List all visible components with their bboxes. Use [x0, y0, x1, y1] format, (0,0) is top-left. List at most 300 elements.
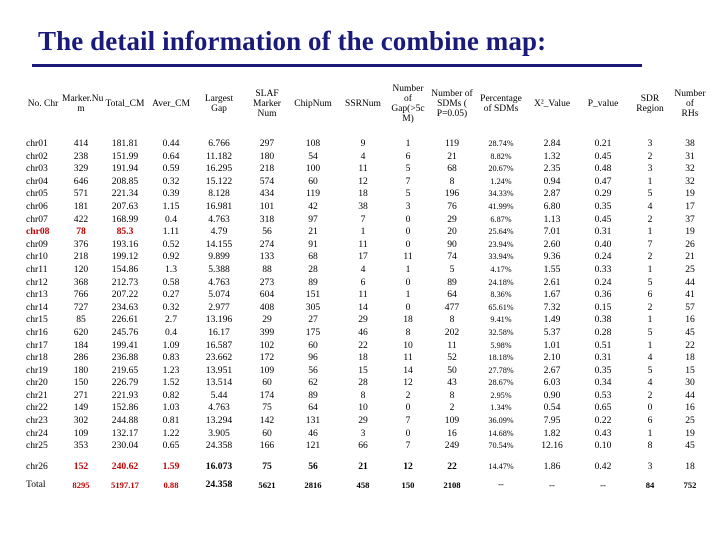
table-cell: 89	[447, 276, 457, 288]
table-cell: 3	[405, 200, 411, 212]
table-cell: 108	[305, 138, 321, 149]
table-cell: 11	[447, 339, 457, 351]
table-cell: 76	[447, 200, 457, 212]
table-cell: 150	[73, 377, 89, 389]
table-cell: 13.514	[205, 377, 233, 389]
table-row	[24, 251, 708, 264]
table-cell: 29	[358, 314, 368, 326]
table-cell: 32	[685, 163, 695, 175]
table-cell: 6	[405, 150, 411, 162]
table-cell: 230.04	[111, 440, 139, 452]
table-cell: 2	[647, 213, 653, 225]
table-cell: 1.49	[543, 314, 561, 326]
table-cell: 2.95%	[490, 390, 512, 400]
table-cell: 0	[405, 276, 411, 288]
table-cell: 0.33	[594, 263, 612, 275]
table-cell: 329	[73, 163, 89, 175]
table-cell: 172	[259, 352, 275, 364]
table-cell: 0.59	[162, 163, 180, 175]
spacer-row	[24, 453, 708, 461]
column-header-line: Number of	[674, 89, 706, 109]
table-cell: 74	[447, 251, 457, 263]
table-cell: 5	[647, 188, 653, 200]
table-cell: 9	[360, 138, 366, 149]
table-cell: 23.94%	[488, 239, 514, 249]
table-cell: 152.86	[111, 402, 139, 414]
table-cell: 0.24	[594, 276, 612, 288]
table-cell: 28	[308, 263, 318, 275]
table-cell: 180	[259, 150, 275, 162]
table-cell: 121	[305, 440, 321, 452]
table-cell: 15	[685, 364, 695, 376]
table-cell: 131	[305, 415, 321, 427]
table-cell: 0.58	[162, 276, 180, 288]
table-cell: 249	[444, 440, 460, 452]
table-cell: chr17	[26, 339, 48, 351]
table-cell: 8	[449, 389, 455, 401]
table-cell: 0.64	[162, 150, 180, 162]
column-header-line: SDR	[640, 94, 660, 104]
table-cell: 0.32	[162, 301, 180, 313]
table-cell: 458	[356, 479, 370, 490]
table-cell: 26	[685, 238, 695, 250]
table-cell: 752	[683, 479, 697, 490]
table-cell: 0.31	[594, 226, 612, 238]
table-cell: 44	[685, 276, 695, 288]
table-cell: 41	[685, 289, 695, 301]
combine-map-table	[24, 78, 708, 496]
table-cell: 7.01	[543, 226, 561, 238]
table-cell: --	[600, 479, 606, 490]
table-cell: 43	[447, 377, 457, 389]
table-cell: 85	[76, 314, 86, 326]
table-cell: chr19	[26, 364, 48, 376]
table-cell: 0.38	[594, 314, 612, 326]
column-header-line: ChipNum	[294, 99, 332, 109]
header-row	[24, 78, 708, 130]
table-cell: 8.82%	[490, 151, 512, 161]
table-cell: 236.88	[111, 352, 139, 364]
column-header	[24, 78, 62, 130]
table-cell: 0.47	[594, 175, 612, 187]
table-cell: 0	[405, 226, 411, 238]
table-cell: 109	[444, 415, 460, 427]
table-cell: 199.12	[111, 251, 139, 263]
table-cell: 191.94	[111, 163, 139, 175]
table-cell: 133	[259, 251, 275, 263]
table-cell: 62	[308, 377, 318, 389]
table-cell: 174	[259, 389, 275, 401]
table-cell: 14.68%	[488, 428, 514, 438]
table-cell: 3	[647, 138, 653, 149]
table-cell: 0.35	[594, 364, 612, 376]
table-cell: 23.662	[205, 352, 233, 364]
table-cell: 1.09	[162, 339, 180, 351]
column-header-line: Marker.Nu	[62, 94, 104, 104]
table-cell: 1.24%	[490, 176, 512, 186]
table-cell: 1	[647, 427, 653, 439]
table-cell: 44	[685, 389, 695, 401]
table-cell: 207.63	[111, 200, 139, 212]
table-cell: 11.182	[205, 150, 233, 162]
table-cell: 1.55	[543, 263, 561, 275]
table-cell: 166	[259, 440, 275, 452]
table-cell: 2	[647, 389, 653, 401]
table-cell: 66	[358, 440, 368, 452]
table-cell: 5.44	[210, 389, 228, 401]
table-cell: 0.39	[162, 188, 180, 200]
table-cell: 16.981	[205, 200, 233, 212]
table-cell: 8.36%	[490, 290, 512, 300]
table-cell: 75	[262, 461, 272, 473]
table-cell: 8	[405, 326, 411, 338]
table-cell: 5.074	[208, 289, 230, 301]
table-cell: 27	[308, 314, 318, 326]
table-cell: 16	[685, 314, 695, 326]
table-cell: chr07	[26, 213, 48, 225]
table-row	[24, 314, 708, 327]
table-cell: 1.67	[543, 289, 561, 301]
table-cell: 168.99	[111, 213, 139, 225]
table-cell: 477	[444, 301, 460, 313]
table-cell: 90	[447, 238, 457, 250]
table-cell: 208.85	[111, 175, 139, 187]
table-cell: 8.128	[208, 188, 230, 200]
table-cell: 13.196	[205, 314, 233, 326]
table-cell: 221.34	[111, 188, 139, 200]
table-cell: 56	[308, 461, 318, 473]
table-cell: 2.61	[543, 276, 561, 288]
table-cell: 0.52	[162, 238, 180, 250]
column-header-line: Aver_CM	[152, 99, 190, 109]
table-cell: 54	[308, 150, 318, 162]
table-row	[24, 415, 708, 428]
table-cell: 1.86	[543, 461, 561, 473]
table-cell: 45	[685, 440, 695, 452]
table-cell: 142	[259, 415, 275, 427]
column-header	[428, 78, 476, 130]
table-cell: 574	[259, 175, 275, 187]
table-cell: 32.58%	[488, 327, 514, 337]
column-header	[526, 78, 578, 130]
table-cell: 21	[685, 251, 695, 263]
table-cell: 7.32	[543, 301, 561, 313]
table-cell: chr01	[26, 138, 48, 149]
table-cell: 56	[308, 364, 318, 376]
table-cell: 37	[685, 213, 695, 225]
table-cell: 5	[405, 188, 411, 200]
table-cell: 286	[73, 352, 89, 364]
table-cell: chr06	[26, 200, 48, 212]
table-cell: 16	[685, 402, 695, 414]
table-cell: 6.03	[543, 377, 561, 389]
table-cell: 52	[447, 352, 457, 364]
table-cell: 16.587	[205, 339, 233, 351]
column-header-line: Total_CM	[105, 99, 145, 109]
table-cell: 0.45	[594, 213, 612, 225]
table-row	[24, 302, 708, 315]
table-cell: 2	[647, 301, 653, 313]
table-cell: 0.34	[594, 377, 612, 389]
table-cell: 5	[647, 326, 653, 338]
table-cell: 245.76	[111, 326, 139, 338]
table-cell: 11	[358, 238, 368, 250]
table-cell: 46	[358, 326, 368, 338]
table-cell: 1.22	[162, 427, 180, 439]
table-cell: 0.29	[594, 188, 612, 200]
table-row-total	[24, 474, 708, 496]
table-cell: 1.34%	[490, 403, 512, 413]
table-cell: 0.10	[594, 440, 612, 452]
table-cell: 6	[647, 415, 653, 427]
table-cell: 1.32	[543, 150, 561, 162]
table-cell: 207.22	[111, 289, 139, 301]
table-body	[24, 130, 708, 496]
table-cell: 17	[685, 200, 695, 212]
table-cell: 1	[405, 263, 411, 275]
table-cell: 19	[685, 226, 695, 238]
table-cell: 20	[447, 226, 457, 238]
table-cell: 12	[403, 377, 413, 389]
table-cell: 0.65	[594, 402, 612, 414]
table-cell: chr10	[26, 251, 48, 263]
table-cell: 16.17	[208, 326, 230, 338]
table-cell: 8	[360, 389, 366, 401]
table-cell: 20.67%	[488, 164, 514, 174]
table-row	[24, 264, 708, 277]
table-cell: 1	[647, 339, 653, 351]
slide-title: The detail information of the combine map:	[38, 26, 547, 56]
table-cell: 3	[360, 427, 366, 439]
table-cell: chr20	[26, 377, 48, 389]
table-cell: 226.79	[111, 377, 139, 389]
table-cell: 25	[685, 415, 695, 427]
table-cell: 28	[358, 377, 368, 389]
table-cell: 199.41	[111, 339, 139, 351]
column-header-line: SDMs (	[437, 99, 467, 109]
table-cell: 151	[305, 289, 321, 301]
table-cell: 150	[401, 479, 415, 490]
table-cell: 7.95	[543, 415, 561, 427]
table-cell: chr21	[26, 389, 48, 401]
table-row	[24, 428, 708, 441]
column-header	[100, 78, 150, 130]
table-cell: 353	[73, 440, 89, 452]
table-row-chr26	[24, 461, 708, 474]
table-row	[24, 176, 708, 189]
table-cell: 22	[447, 461, 457, 473]
table-row	[24, 365, 708, 378]
table-cell: 2.60	[543, 238, 561, 250]
column-header-line: Marker	[253, 99, 281, 109]
column-header-line: SLAF	[255, 89, 279, 99]
table-cell: 68	[308, 251, 318, 263]
table-cell: 376	[73, 238, 89, 250]
table-cell: 21	[308, 226, 318, 238]
table-cell: 0.54	[543, 402, 561, 414]
table-cell: 0.83	[162, 352, 180, 364]
table-cell: 2	[405, 389, 411, 401]
table-cell: 1	[405, 138, 411, 149]
table-cell: 0.43	[594, 427, 612, 439]
table-cell: 0.27	[162, 289, 180, 301]
table-cell: 2108	[443, 479, 461, 490]
table-cell: 4.763	[208, 276, 230, 288]
table-cell: 212.73	[111, 276, 139, 288]
table-cell: 97	[308, 213, 318, 225]
table-cell: 5197.17	[111, 479, 139, 490]
table-row	[24, 163, 708, 176]
table-cell: 14	[358, 301, 368, 313]
table-cell: 13.951	[205, 364, 233, 376]
column-header-line: Gap	[211, 104, 227, 114]
table-cell: 4.17%	[490, 264, 512, 274]
table-row	[24, 352, 708, 365]
table-cell: 1.11	[162, 226, 180, 238]
column-header	[288, 78, 338, 130]
table-cell: 5	[405, 163, 411, 175]
table-cell: 25	[685, 263, 695, 275]
table-row	[24, 402, 708, 415]
table-cell: chr05	[26, 188, 48, 200]
table-cell: 85.3	[116, 226, 134, 238]
table-cell: 0.28	[594, 326, 612, 338]
table-cell: 305	[305, 301, 321, 313]
column-header	[476, 78, 526, 130]
table-cell: 1	[647, 263, 653, 275]
table-cell: 11	[403, 352, 413, 364]
table-cell: 2.977	[208, 301, 230, 313]
table-cell: 91	[308, 238, 318, 250]
table-cell: 29	[358, 415, 368, 427]
column-header	[578, 78, 628, 130]
table-cell: 29	[447, 213, 457, 225]
table-cell: 604	[259, 289, 275, 301]
table-row	[24, 327, 708, 340]
table-cell: 0.51	[594, 339, 612, 351]
table-cell: 4	[360, 150, 366, 162]
table-cell: 60	[308, 339, 318, 351]
column-header-line: RHs	[681, 109, 699, 119]
table-cell: 38	[358, 200, 368, 212]
table-cell: 727	[73, 301, 89, 313]
table-cell: 18	[685, 352, 695, 364]
table-cell: 620	[73, 326, 89, 338]
table-cell: 2	[449, 402, 455, 414]
table-cell: 46	[308, 427, 318, 439]
table-cell: 1	[647, 175, 653, 187]
table-cell: 41.99%	[488, 201, 514, 211]
table-cell: 0.35	[594, 200, 612, 212]
table-cell: 5	[647, 364, 653, 376]
table-cell: 89	[308, 276, 318, 288]
table-cell: 21	[447, 150, 457, 162]
table-cell: 0.40	[594, 238, 612, 250]
table-cell: 2	[647, 150, 653, 162]
table-cell: 1	[360, 226, 366, 238]
table-cell: 0.94	[543, 175, 561, 187]
table-cell: chr09	[26, 238, 48, 250]
table-cell: chr16	[26, 326, 48, 338]
table-cell: 422	[73, 213, 89, 225]
table-cell: 0.48	[594, 163, 612, 175]
table-cell: 151.99	[111, 150, 139, 162]
table-cell: 8295	[72, 479, 90, 490]
table-cell: 571	[73, 188, 89, 200]
table-cell: 9.41%	[490, 315, 512, 325]
table-cell: 1	[647, 226, 653, 238]
table-cell: 28.74%	[488, 139, 514, 148]
table-cell: 226.61	[111, 314, 139, 326]
table-cell: 234.63	[111, 301, 139, 313]
table-cell: 2.87	[543, 188, 561, 200]
table-row	[24, 289, 708, 302]
table-cell: chr26	[26, 461, 48, 473]
table-cell: 13.294	[205, 415, 233, 427]
table-cell: 70.54%	[488, 441, 514, 451]
table-cell: 11	[358, 163, 368, 175]
table-cell: 7	[405, 175, 411, 187]
table-cell: 18.18%	[488, 353, 514, 363]
table-cell: 11	[403, 251, 413, 263]
table-cell: 4	[360, 263, 366, 275]
table-cell: --	[498, 479, 504, 489]
table-cell: 2.7	[165, 314, 177, 326]
table-cell: 30	[685, 377, 695, 389]
table-row	[24, 201, 708, 214]
column-header	[338, 78, 388, 130]
column-header-line: Number of	[431, 89, 473, 99]
table-cell: 1	[647, 314, 653, 326]
table-cell: 0	[405, 238, 411, 250]
table-cell: 12	[358, 175, 368, 187]
table-cell: 10	[358, 402, 368, 414]
table-row	[24, 239, 708, 252]
table-cell: 0.53	[594, 389, 612, 401]
table-cell: 0.32	[162, 175, 180, 187]
table-cell: 4	[647, 352, 653, 364]
column-header-line: P=0.05)	[436, 109, 468, 119]
table-cell: 221.93	[111, 389, 139, 401]
table-cell: 109	[73, 427, 89, 439]
table-cell: 25.64%	[488, 227, 514, 237]
table-cell: 3	[647, 163, 653, 175]
table-cell: 6.766	[208, 138, 230, 149]
table-cell: 152	[73, 461, 89, 473]
table-cell: 12	[403, 461, 413, 473]
table-cell: 5	[647, 276, 653, 288]
table-cell: 38	[685, 138, 695, 149]
table-cell: chr13	[26, 289, 48, 301]
table-cell: 408	[259, 301, 275, 313]
column-header-line: M)	[402, 114, 414, 124]
table-cell: 0.88	[163, 479, 179, 490]
table-cell: 154.86	[111, 263, 139, 275]
table-cell: 19	[685, 427, 695, 439]
table-cell: 5621	[258, 479, 276, 490]
column-header-line: P_value	[587, 99, 619, 109]
table-row	[24, 226, 708, 239]
column-header	[246, 78, 288, 130]
table-cell: 60	[262, 427, 272, 439]
table-cell: 9.899	[208, 251, 230, 263]
column-header-line: No. Chr	[27, 99, 59, 109]
table-cell: 219.65	[111, 364, 139, 376]
table-cell: 24.358	[205, 440, 233, 452]
table-cell: 45	[685, 326, 695, 338]
table-cell: 60	[308, 175, 318, 187]
table-cell: 101	[259, 200, 275, 212]
